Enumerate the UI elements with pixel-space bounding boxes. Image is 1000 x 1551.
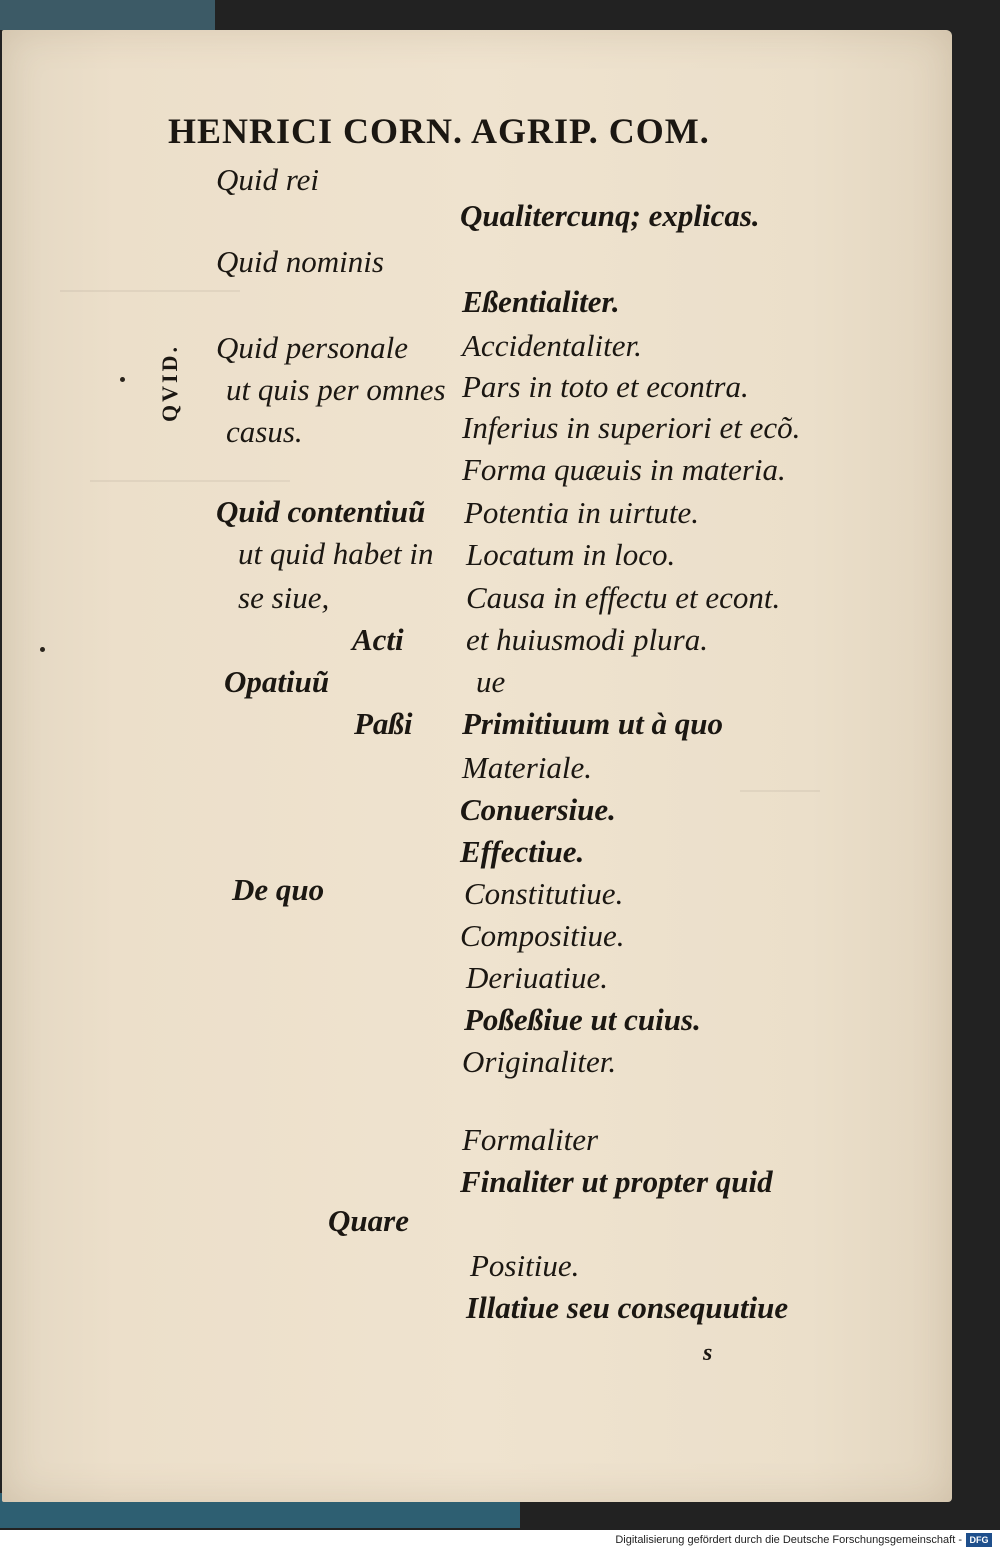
show-through-mark: [60, 290, 240, 332]
left-term-opatiuu: Opatiuũ: [224, 664, 330, 699]
right-line: Conuersiue.: [460, 792, 616, 827]
right-line: Pars in toto et econtra.: [462, 369, 749, 404]
side-label-text: QVID.: [157, 344, 182, 422]
show-through-mark: [740, 790, 820, 822]
left-term-quid-personale: Quid personale: [216, 330, 409, 365]
footer-credit: Digitalisierung gefördert durch die Deutsche Forschungsgemeinschaft -: [615, 1534, 962, 1546]
right-line: Finaliter ut propter quid: [460, 1164, 773, 1199]
left-term-de-quo: De quo: [232, 872, 325, 907]
left-term-ut-quid-habet: ut quid habet in: [238, 536, 434, 571]
right-line: Illatiue seu consequutiue: [466, 1290, 789, 1325]
left-term-casus: casus.: [226, 414, 303, 449]
right-line: Qualitercunq; explicas.: [460, 198, 760, 233]
footer-bar: [0, 1530, 1000, 1551]
left-term-quid-rei: Quid rei: [216, 162, 320, 197]
right-line: Forma quæuis in materia.: [462, 452, 786, 487]
left-term-se-siue: se siue,: [238, 580, 330, 615]
book-cover-edge-top: [0, 0, 215, 30]
right-line: Compositiue.: [460, 918, 625, 953]
right-line: Originaliter.: [462, 1044, 617, 1079]
right-line: Locatum in loco.: [466, 537, 676, 572]
left-term-quid-contentiuu: Quid contentiuũ: [216, 494, 426, 529]
right-line: Potentia in uirtute.: [464, 495, 700, 530]
signature-mark: s: [703, 1340, 713, 1366]
right-line: Causa in effectu et econt.: [466, 580, 781, 615]
right-line: Primitiuum ut à quo: [462, 706, 724, 741]
right-line: Accidentaliter.: [462, 328, 642, 363]
right-line: Materiale.: [462, 750, 592, 785]
margin-dot: [120, 377, 125, 382]
right-line: Eßentialiter.: [462, 284, 620, 319]
right-line: Positiue.: [470, 1248, 580, 1283]
left-term-passi: Paßi: [354, 706, 413, 741]
right-line: Deriuatiue.: [466, 960, 609, 995]
left-term-quare: Quare: [328, 1203, 409, 1238]
right-line: Inferius in superiori et ecõ.: [462, 410, 801, 445]
running-title: HENRICI CORN. AGRIP. COM.: [168, 111, 710, 151]
side-label: [157, 333, 182, 433]
right-line: Formaliter: [462, 1122, 599, 1157]
dfg-logo-icon: DFG: [966, 1533, 992, 1547]
right-line: et huiusmodi plura.: [466, 622, 708, 657]
left-term-quid-nominis: Quid nominis: [216, 244, 384, 279]
left-term-ut-quis: ut quis per omnes: [226, 372, 446, 407]
margin-dot: [40, 647, 45, 652]
left-term-acti: Acti: [352, 622, 404, 657]
right-line: Poßeßiue ut cuius.: [464, 1002, 701, 1037]
right-line: Constitutiue.: [464, 876, 624, 911]
right-line: Effectiue.: [460, 834, 585, 869]
right-line: ue: [476, 664, 506, 699]
